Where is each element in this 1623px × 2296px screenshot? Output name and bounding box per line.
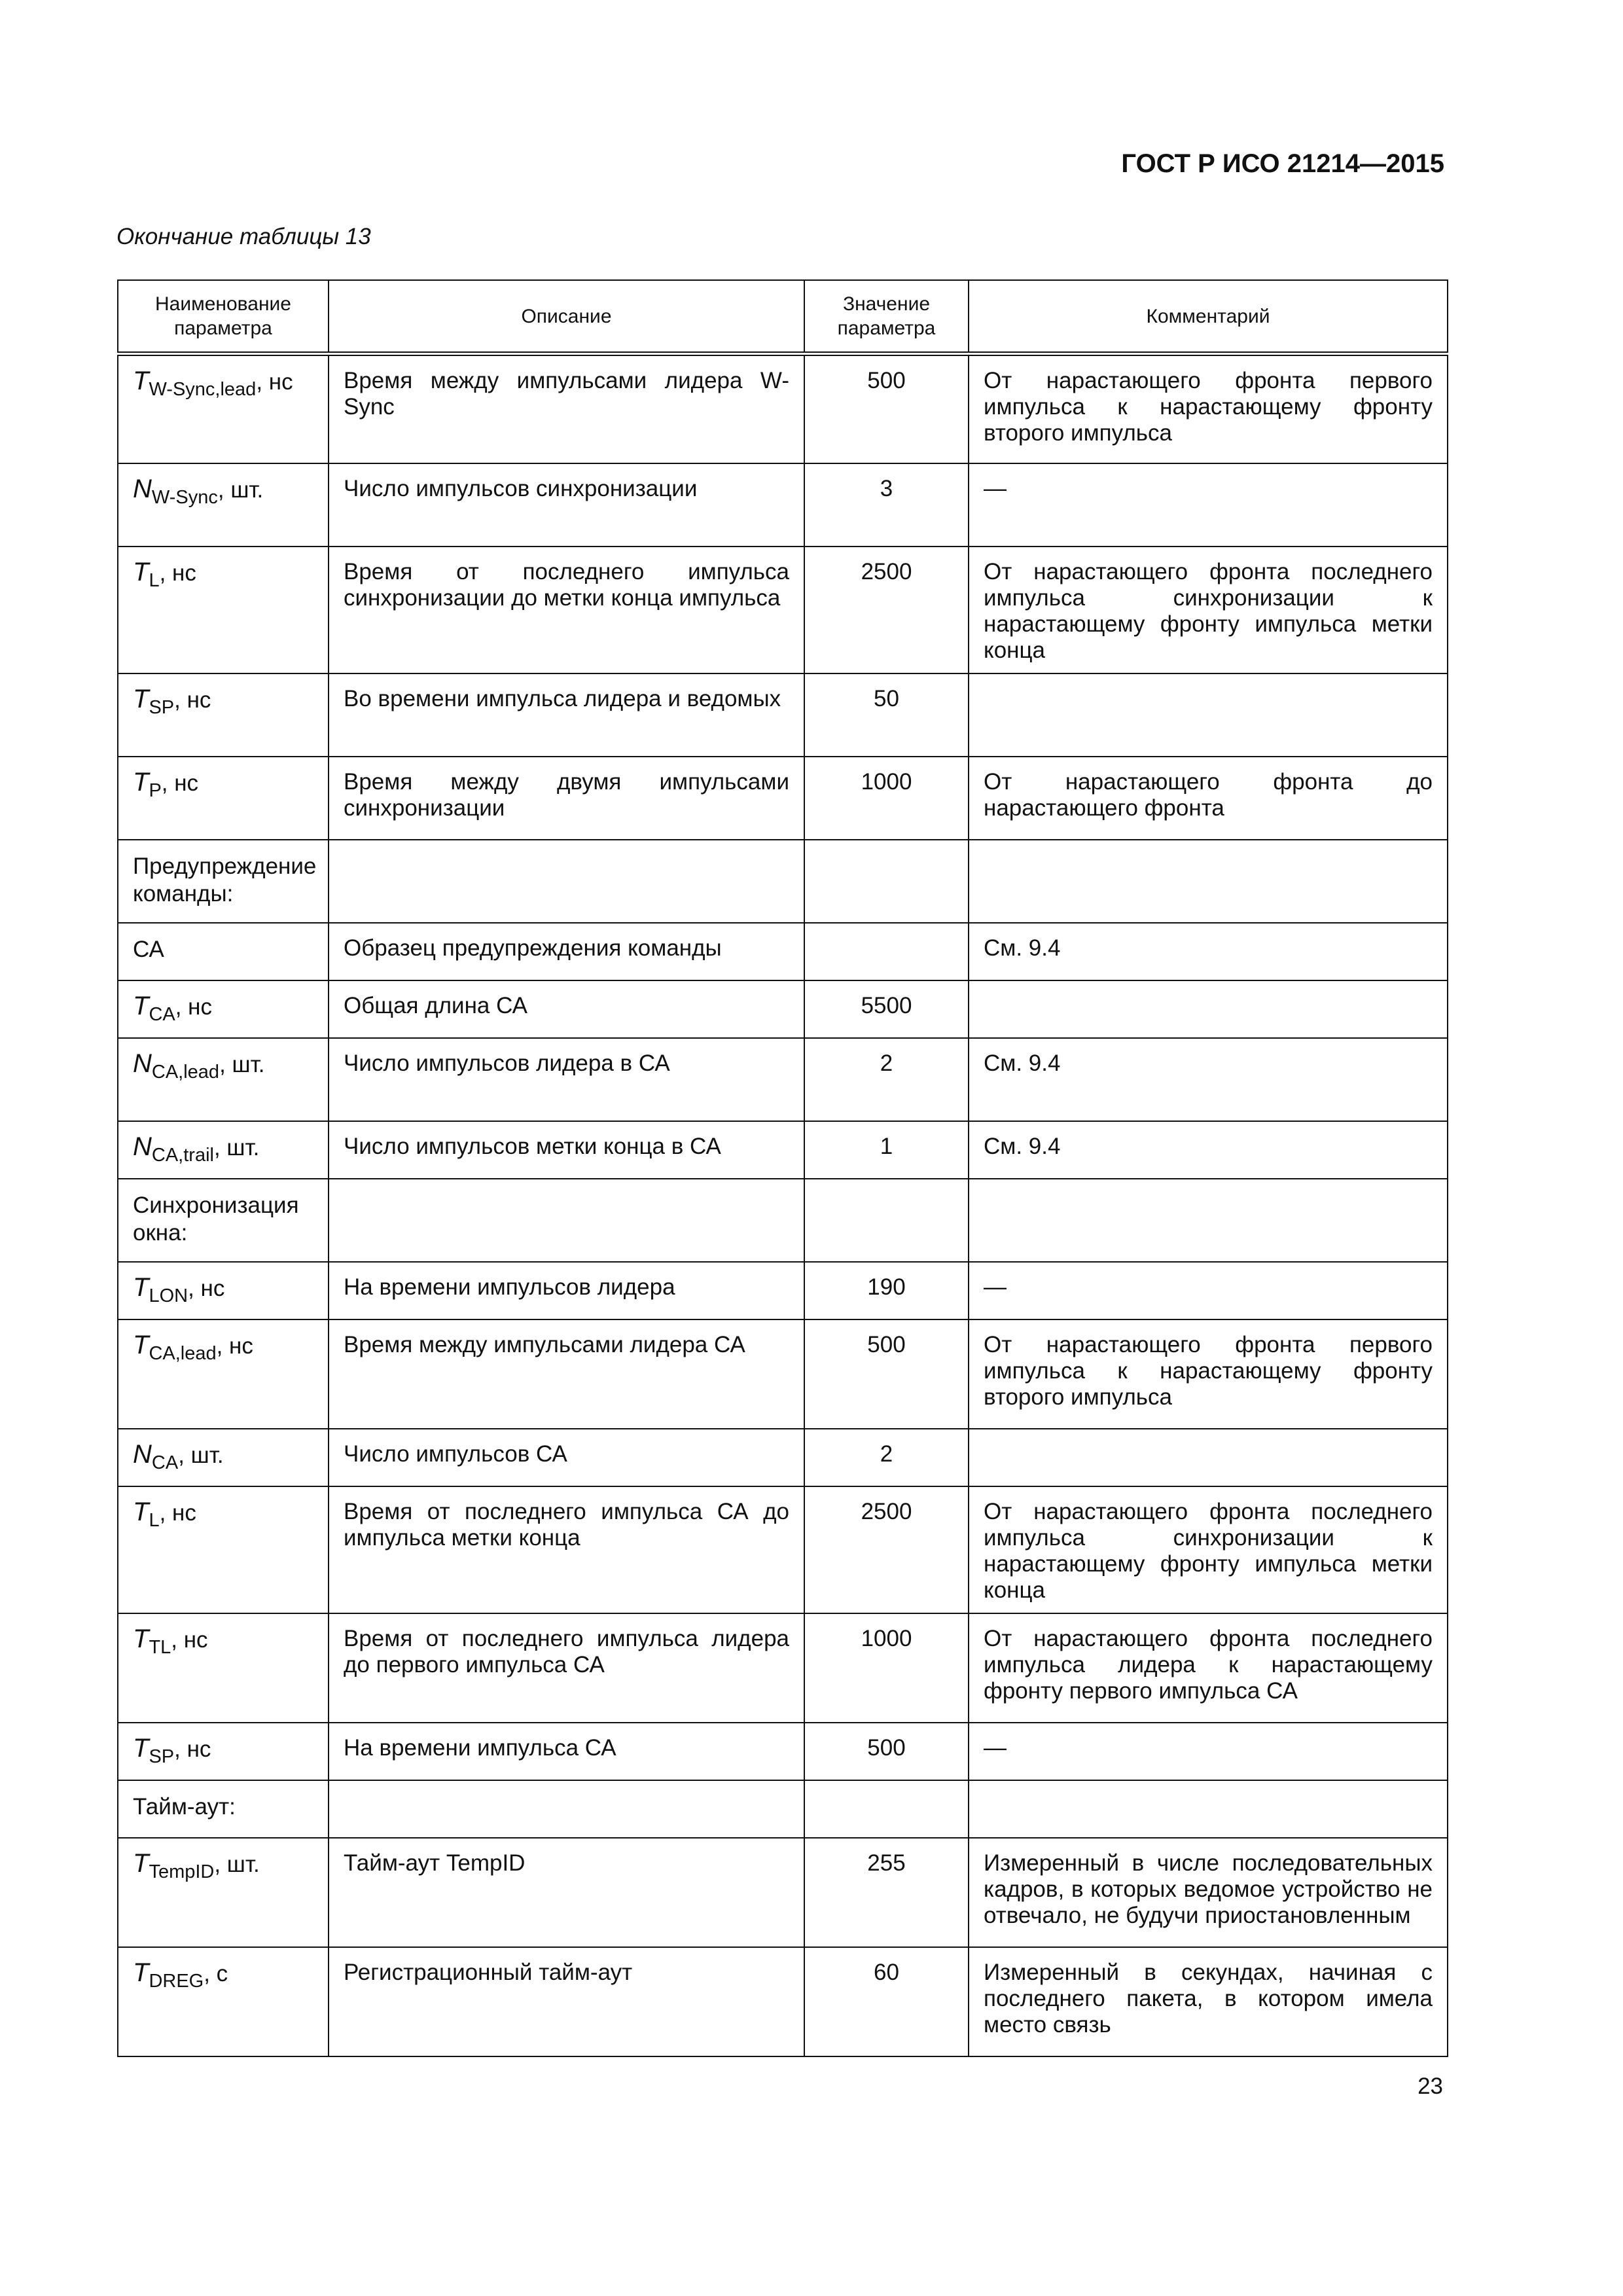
comment-text: От нарастающего фронта первого импульса к нарастающему фронту второго импульса xyxy=(984,368,1433,446)
value-cell xyxy=(804,923,969,980)
value-cell xyxy=(804,463,969,547)
parameter-symbol: T xyxy=(133,1958,149,1987)
parameter-subscript: P xyxy=(149,780,162,801)
parameter-subscript: CA xyxy=(151,1452,179,1473)
description-cell xyxy=(329,1780,804,1838)
parameter-subscript: W-Sync xyxy=(151,486,218,508)
parameter-symbol: T xyxy=(133,1497,149,1526)
description-text: Число импульсов лидера в СА xyxy=(344,1050,670,1076)
comment-cell xyxy=(969,1121,1448,1179)
description-cell xyxy=(329,840,804,923)
parameter-name-cell xyxy=(118,1486,329,1613)
parameter-name-cell xyxy=(118,1038,329,1121)
value-text: 500 xyxy=(867,1734,906,1761)
parameter-subscript: SP xyxy=(149,696,175,718)
description-text: Время от последнего импульса лидера до первого импульса СА xyxy=(344,1625,789,1677)
comment-text xyxy=(969,674,1447,695)
parameter-subscript: CA xyxy=(149,1003,175,1025)
table-row xyxy=(118,1038,1448,1121)
value-cell xyxy=(804,1486,969,1613)
value-cell xyxy=(804,840,969,923)
value-cell xyxy=(804,1780,969,1838)
parameter-unit: , нс xyxy=(174,1736,211,1762)
comment-cell xyxy=(969,1723,1448,1780)
parameter-name-cell xyxy=(118,547,329,673)
comment-text xyxy=(969,840,1447,861)
value-cell xyxy=(804,757,969,840)
table-row xyxy=(118,1838,1448,1947)
value-cell xyxy=(804,1262,969,1319)
table-row xyxy=(118,840,1448,923)
parameter-name-cell xyxy=(118,1723,329,1780)
parameter-subscript: TL xyxy=(149,1636,171,1658)
parameter-symbol: T xyxy=(133,684,149,713)
parameter-name-cell xyxy=(118,840,329,923)
parameter-subscript: W-Sync,lead xyxy=(149,379,257,400)
value-cell xyxy=(804,1429,969,1486)
comment-cell xyxy=(969,1179,1448,1262)
value-cell xyxy=(804,1723,969,1780)
parameter-unit: , нс xyxy=(175,994,213,1020)
table-row xyxy=(118,1723,1448,1780)
parameter-unit: , шт. xyxy=(213,1134,260,1160)
parameter-unit: , нс xyxy=(174,687,211,713)
comment-cell xyxy=(969,757,1448,840)
parameter-subscript: CA,lead xyxy=(149,1342,217,1364)
parameter-unit: , нс xyxy=(159,1499,196,1526)
description-text xyxy=(329,1781,804,1802)
table-row xyxy=(118,1613,1448,1723)
parameter-unit: Предупреждение команды: xyxy=(133,853,317,906)
parameter-unit: , шт. xyxy=(219,1051,265,1077)
description-cell xyxy=(329,1121,804,1179)
value-text: 2 xyxy=(880,1050,893,1076)
description-cell xyxy=(329,1947,804,2056)
comment-cell xyxy=(969,1838,1448,1947)
value-text: 1000 xyxy=(861,768,912,795)
description-cell xyxy=(329,1838,804,1947)
value-text: 3 xyxy=(880,475,893,501)
parameter-unit: , шт. xyxy=(214,1851,260,1877)
value-text: 500 xyxy=(867,1331,906,1357)
parameter-subscript: L xyxy=(149,1509,160,1531)
description-text: Время между импульсами лидера W-Sync xyxy=(344,368,789,420)
value-text: 255 xyxy=(867,1850,906,1876)
value-cell xyxy=(804,1838,969,1947)
parameter-subscript: LON xyxy=(149,1285,188,1306)
description-cell xyxy=(329,980,804,1038)
parameter-name-cell xyxy=(118,1121,329,1179)
parameter-symbol: N xyxy=(133,1049,152,1078)
parameter-symbol: N xyxy=(133,1439,152,1469)
value-text: 5500 xyxy=(861,992,912,1018)
parameter-unit: СА xyxy=(133,936,164,962)
table-row xyxy=(118,1262,1448,1319)
comment-text: См. 9.4 xyxy=(984,1133,1061,1159)
table-row xyxy=(118,1179,1448,1262)
value-cell xyxy=(804,980,969,1038)
parameter-subscript: DREG xyxy=(149,1970,204,1992)
comment-cell xyxy=(969,1780,1448,1838)
value-cell xyxy=(804,547,969,673)
table-row xyxy=(118,980,1448,1038)
value-text xyxy=(805,840,968,861)
table-row xyxy=(118,757,1448,840)
description-text: Число импульсов синхронизации xyxy=(344,475,698,501)
value-text xyxy=(805,1781,968,1802)
description-cell xyxy=(329,757,804,840)
parameter-unit: , шт. xyxy=(178,1442,224,1468)
value-text: 190 xyxy=(867,1274,906,1300)
value-text: 60 xyxy=(874,1959,899,1985)
value-text: 1000 xyxy=(861,1625,912,1651)
parameter-subscript: CA,trail xyxy=(151,1144,214,1166)
comment-cell xyxy=(969,1319,1448,1429)
table-row xyxy=(118,1121,1448,1179)
comment-text xyxy=(969,1781,1447,1802)
description-text: Общая длина СА xyxy=(344,992,527,1018)
description-cell xyxy=(329,1179,804,1262)
table-row xyxy=(118,463,1448,547)
comment-cell xyxy=(969,1429,1448,1486)
value-text: 500 xyxy=(867,368,906,393)
table-body xyxy=(118,354,1448,2056)
table-row xyxy=(118,1486,1448,1613)
parameter-symbol: T xyxy=(133,1272,149,1302)
description-text: Число импульсов СА xyxy=(344,1441,567,1467)
standard-designation: ГОСТ Р ИСО 21214—2015 xyxy=(1121,149,1444,178)
description-text: Тайм-аут TempID xyxy=(344,1850,526,1876)
description-cell xyxy=(329,673,804,757)
description-text xyxy=(329,840,804,861)
table-row xyxy=(118,1429,1448,1486)
value-cell xyxy=(804,1613,969,1723)
description-cell xyxy=(329,1613,804,1723)
parameter-unit: , нс xyxy=(256,369,293,395)
column-header-description: Описание xyxy=(329,280,804,354)
parameter-unit: , нс xyxy=(161,770,199,796)
comment-cell xyxy=(969,1947,1448,2056)
comment-cell xyxy=(969,673,1448,757)
table-row xyxy=(118,1319,1448,1429)
comment-text: От нарастающего фронта последнего импульса синхронизации к нарастающему фронту импульса метки конца xyxy=(984,1498,1433,1603)
parameter-subscript: CA,lead xyxy=(151,1061,220,1083)
table-row xyxy=(118,547,1448,673)
column-header-value: Значение параметра xyxy=(804,280,969,354)
parameter-unit: , нс xyxy=(171,1626,208,1653)
comment-text: — xyxy=(984,1734,1007,1761)
comment-cell xyxy=(969,980,1448,1038)
description-cell xyxy=(329,1319,804,1429)
parameter-unit: , нс xyxy=(159,560,196,586)
description-cell xyxy=(329,1723,804,1780)
parameter-subscript: SP xyxy=(149,1746,175,1767)
parameters-table xyxy=(117,279,1448,2057)
table-row xyxy=(118,1780,1448,1838)
parameter-name-cell xyxy=(118,1179,329,1262)
parameter-name-cell xyxy=(118,1319,329,1429)
parameter-unit: , нс xyxy=(188,1275,225,1301)
parameter-unit: Синхронизация окна: xyxy=(133,1192,299,1246)
value-cell xyxy=(804,354,969,463)
comment-cell xyxy=(969,1486,1448,1613)
parameter-symbol: T xyxy=(133,1733,149,1763)
table-row xyxy=(118,923,1448,980)
description-text: Время от последнего импульса синхронизации до метки конца импульса xyxy=(344,558,789,611)
page-number: 23 xyxy=(1418,2073,1443,2099)
parameter-name-cell xyxy=(118,1429,329,1486)
parameter-subscript: L xyxy=(149,569,160,591)
description-text: Время между двумя импульсами синхронизации xyxy=(344,768,789,821)
parameter-symbol: T xyxy=(133,767,149,797)
comment-cell xyxy=(969,1038,1448,1121)
comment-cell xyxy=(969,354,1448,463)
description-cell xyxy=(329,1038,804,1121)
comment-cell xyxy=(969,923,1448,980)
parameter-symbol: T xyxy=(133,367,149,395)
comment-text xyxy=(969,981,1447,1002)
parameter-unit: , нс xyxy=(216,1333,253,1359)
parameter-name-cell xyxy=(118,980,329,1038)
value-text: 2500 xyxy=(861,558,912,584)
value-text xyxy=(805,1179,968,1200)
parameter-unit: , с xyxy=(204,1960,228,1986)
parameter-symbol: T xyxy=(133,1848,149,1878)
comment-text: См. 9.4 xyxy=(984,935,1061,961)
value-text: 2500 xyxy=(861,1498,912,1524)
parameter-name-cell xyxy=(118,1262,329,1319)
description-text: На времени импульса СА xyxy=(344,1734,616,1761)
comment-text: От нарастающего фронта до нарастающего фронта xyxy=(984,768,1433,821)
value-text: 2 xyxy=(880,1441,893,1467)
description-text: Образец предупреждения команды xyxy=(344,935,722,961)
column-header-comment: Комментарий xyxy=(969,280,1448,354)
parameter-name-cell xyxy=(118,673,329,757)
column-header-name: Наименование параметра xyxy=(118,280,329,354)
value-cell xyxy=(804,673,969,757)
table-row xyxy=(118,354,1448,463)
description-text: Во времени импульса лидера и ведомых xyxy=(344,685,781,711)
value-cell xyxy=(804,1179,969,1262)
description-text: Время между импульсами лидера СА xyxy=(344,1331,745,1357)
comment-text: — xyxy=(984,1274,1007,1300)
comment-text: От нарастающего фронта последнего импульса синхронизации к нарастающему фронту импульса метки конца xyxy=(984,558,1433,663)
comment-text: От нарастающего фронта последнего импульса лидера к нарастающему фронту первого импульса СА xyxy=(984,1625,1433,1704)
description-text: Время от последнего импульса СА до импульса метки конца xyxy=(344,1498,789,1551)
parameter-unit: , шт. xyxy=(217,476,264,503)
value-text xyxy=(805,924,968,944)
description-cell xyxy=(329,1429,804,1486)
parameter-name-cell xyxy=(118,757,329,840)
parameter-name-cell xyxy=(118,1780,329,1838)
comment-cell xyxy=(969,840,1448,923)
value-text: 50 xyxy=(874,685,899,711)
parameter-unit: Тайм-аут: xyxy=(133,1793,236,1820)
parameter-subscript: TempID xyxy=(149,1861,215,1882)
parameter-name-cell xyxy=(118,1838,329,1947)
description-text: Число импульсов метки конца в СА xyxy=(344,1133,721,1159)
value-cell xyxy=(804,1121,969,1179)
table-row xyxy=(118,673,1448,757)
description-cell xyxy=(329,354,804,463)
parameter-symbol: T xyxy=(133,1624,149,1653)
description-text xyxy=(329,1179,804,1200)
parameter-symbol: T xyxy=(133,1330,149,1359)
value-cell xyxy=(804,1319,969,1429)
parameter-name-cell xyxy=(118,923,329,980)
description-text: Регистрационный тайм-аут xyxy=(344,1959,633,1985)
parameter-symbol: N xyxy=(133,474,152,503)
parameter-symbol: T xyxy=(133,557,149,586)
parameter-name-cell xyxy=(118,1947,329,2056)
parameter-name-cell xyxy=(118,1613,329,1723)
comment-cell xyxy=(969,1613,1448,1723)
comment-text: Измеренный в секундах, начиная с последнего пакета, в котором имела место связь xyxy=(984,1959,1433,2037)
description-text: На времени импульсов лидера xyxy=(344,1274,675,1300)
comment-cell xyxy=(969,1262,1448,1319)
description-cell xyxy=(329,547,804,673)
description-cell xyxy=(329,923,804,980)
table-caption: Окончание таблицы 13 xyxy=(116,224,371,249)
comment-text: Измеренный в числе последовательных кадров, в которых ведомое устройство не отвечало, не будучи приостановленным xyxy=(984,1850,1433,1928)
table-header-row xyxy=(118,280,1448,354)
comment-cell xyxy=(969,463,1448,547)
parameter-symbol: N xyxy=(133,1132,152,1161)
description-cell xyxy=(329,1486,804,1613)
parameter-name-cell xyxy=(118,354,329,463)
parameter-name-cell xyxy=(118,463,329,547)
description-cell xyxy=(329,1262,804,1319)
parameter-symbol: T xyxy=(133,991,149,1020)
comment-text xyxy=(969,1429,1447,1450)
value-text: 1 xyxy=(880,1133,893,1159)
value-cell xyxy=(804,1947,969,2056)
comment-text: — xyxy=(984,475,1007,501)
comment-text: От нарастающего фронта первого импульса к нарастающему фронту второго импульса xyxy=(984,1331,1433,1410)
comment-text xyxy=(969,1179,1447,1200)
description-cell xyxy=(329,463,804,547)
table-row xyxy=(118,1947,1448,2056)
comment-cell xyxy=(969,547,1448,673)
comment-text: См. 9.4 xyxy=(984,1050,1061,1076)
value-cell xyxy=(804,1038,969,1121)
